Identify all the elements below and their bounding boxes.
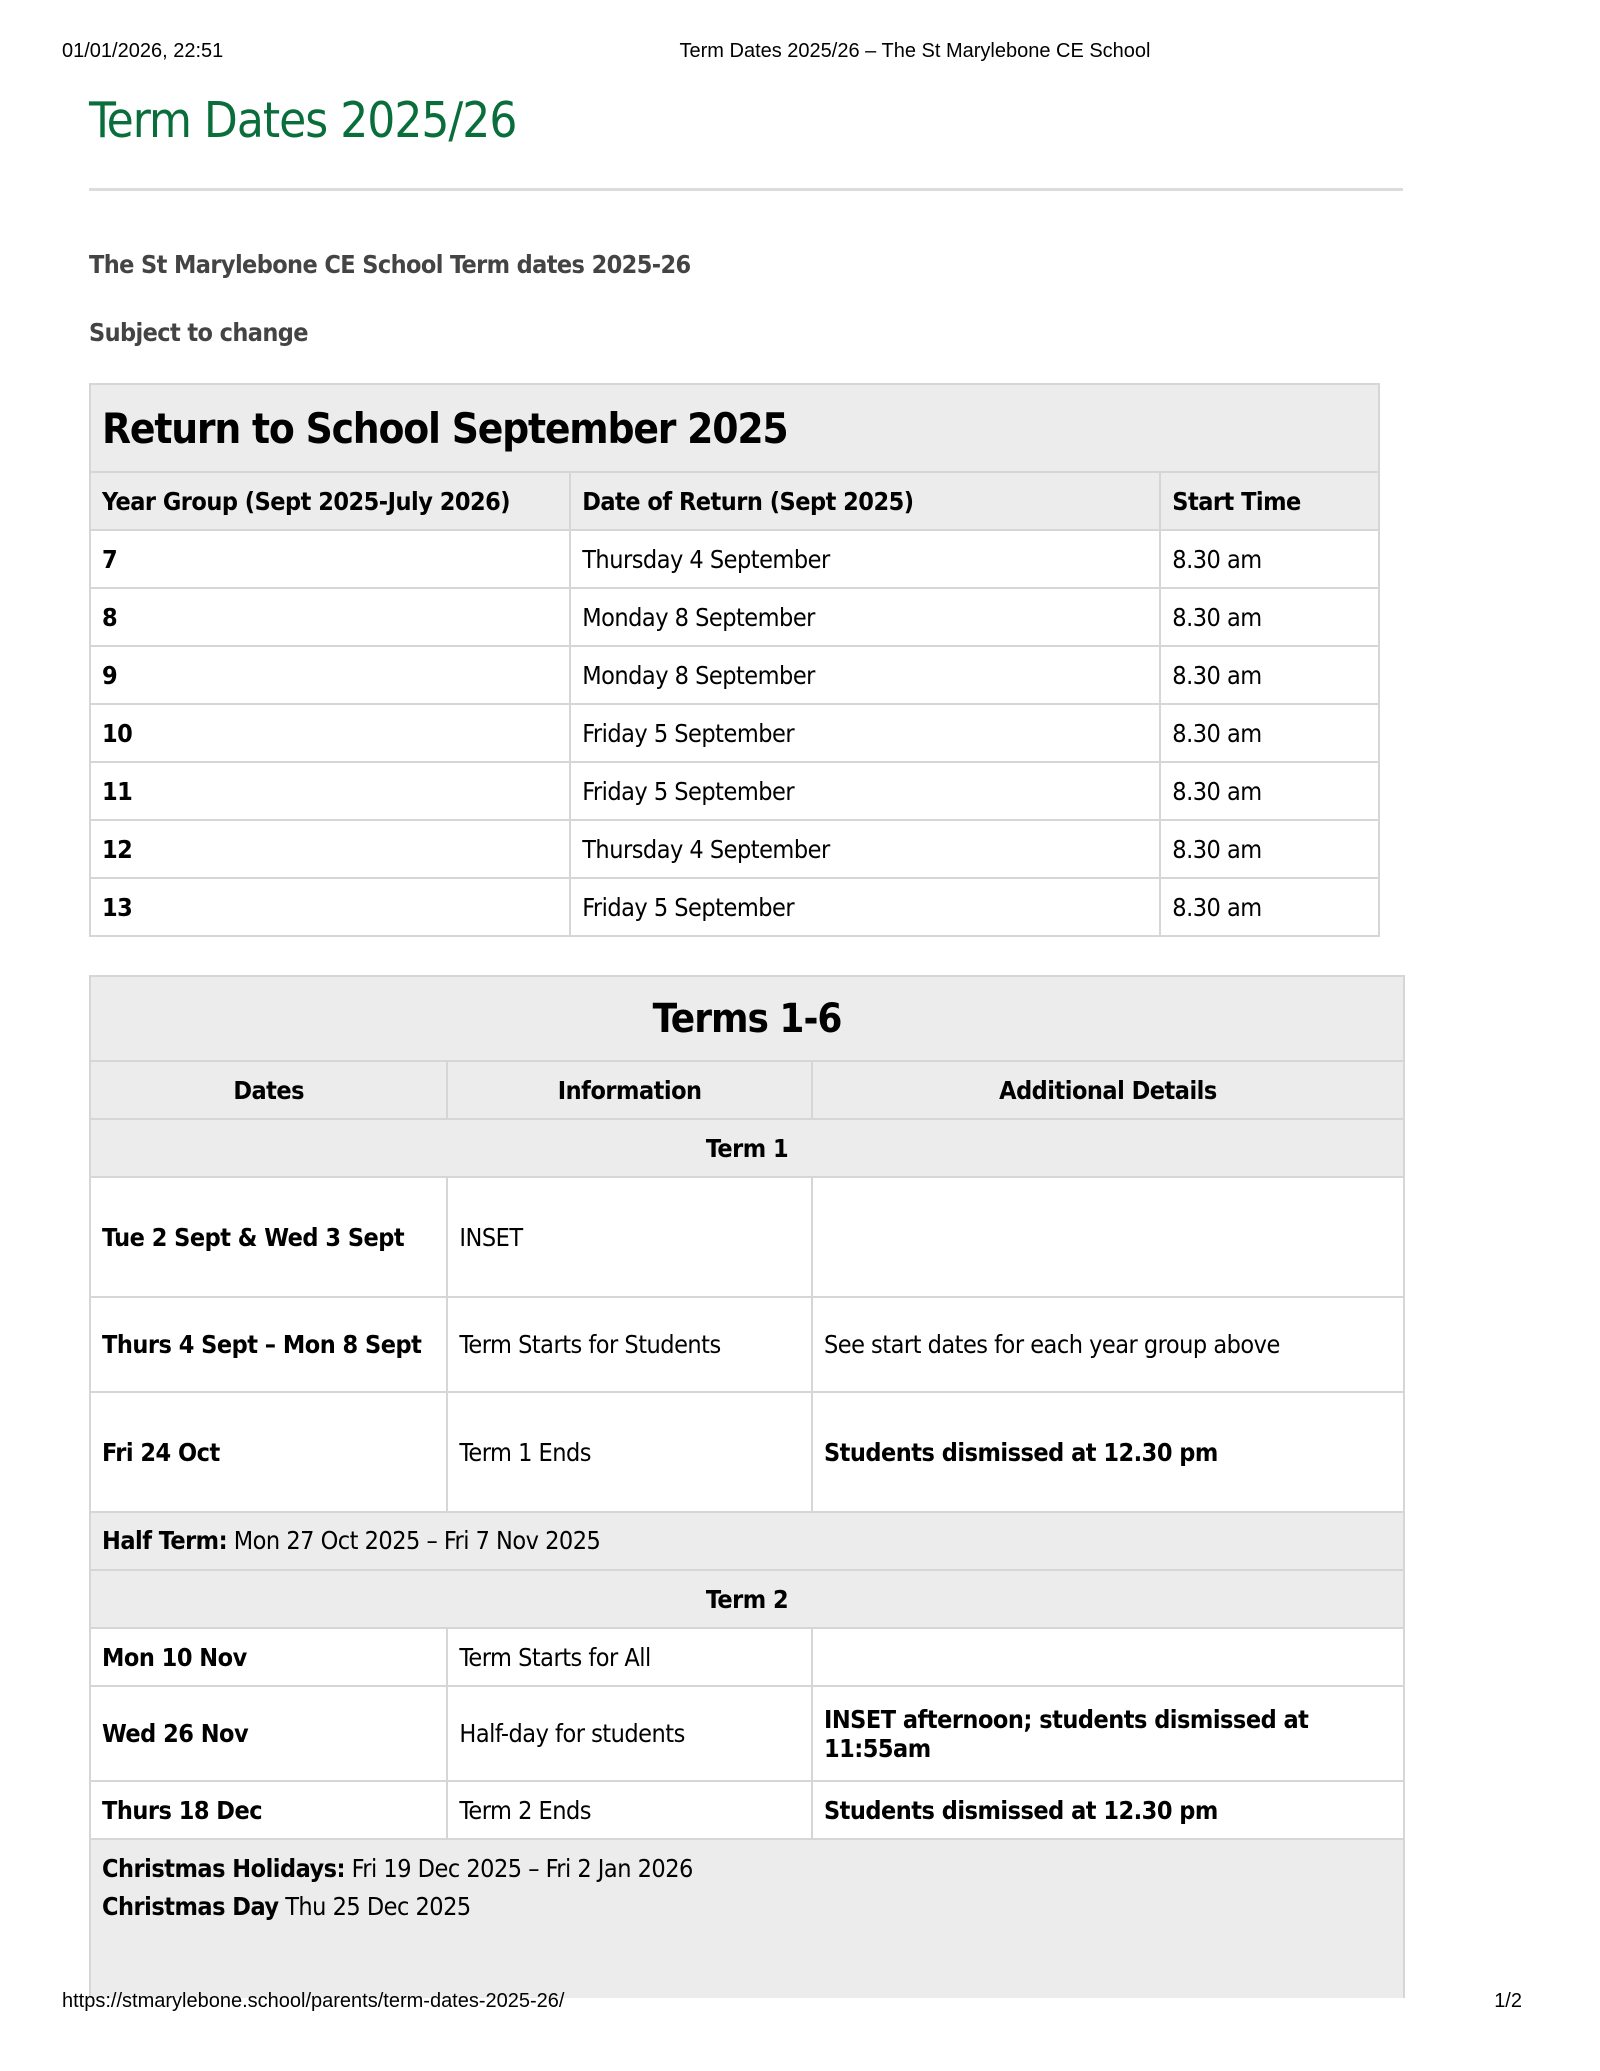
- table-row: [90, 530, 1379, 588]
- header-dates: Dates: [90, 1061, 447, 1119]
- table-title-row: [90, 976, 1404, 1061]
- return-date-cell: Thursday 4 September: [570, 820, 1160, 878]
- table-row: [90, 1297, 1404, 1392]
- header-start-time: Start Time: [1160, 472, 1379, 530]
- return-date-cell: Thursday 4 September: [570, 530, 1160, 588]
- details-cell: [812, 1628, 1404, 1686]
- term-2-heading-row: [90, 1570, 1404, 1628]
- half-term-dates: Mon 27 Oct 2025 – Fri 7 Nov 2025: [227, 1526, 601, 1555]
- half-term-label: Half Term:: [102, 1526, 228, 1555]
- details-cell: [812, 1177, 1404, 1297]
- table-header-row: [90, 1061, 1404, 1119]
- info-cell: Term 2 Ends: [447, 1781, 812, 1839]
- year-group-cell: 13: [90, 878, 570, 936]
- start-time-cell: 8.30 am: [1160, 530, 1379, 588]
- return-table-title: Return to School September 2025: [90, 384, 1379, 472]
- print-page-number: 1/2: [1494, 1990, 1522, 2012]
- half-term-cell: [90, 1512, 1404, 1570]
- christmas-cell: [90, 1839, 1404, 1998]
- details-cell: INSET afternoon; students dismissed at 11:55am: [812, 1686, 1404, 1781]
- table-header-row: [90, 472, 1379, 530]
- header-date-of-return: Date of Return (Sept 2025): [570, 472, 1160, 530]
- return-date-cell: Friday 5 September: [570, 762, 1160, 820]
- year-group-cell: 12: [90, 820, 570, 878]
- return-date-cell: Friday 5 September: [570, 878, 1160, 936]
- title-divider: [89, 188, 1403, 191]
- date-cell: Tue 2 Sept & Wed 3 Sept: [90, 1177, 447, 1297]
- year-group-cell: 11: [90, 762, 570, 820]
- return-to-school-table: [89, 383, 1380, 937]
- year-group-cell: 7: [90, 530, 570, 588]
- details-cell: Students dismissed at 12.30 pm: [812, 1392, 1404, 1512]
- header-additional-details: Additional Details: [812, 1061, 1404, 1119]
- christmas-day-line: [102, 1888, 1392, 1926]
- table-row: [90, 1686, 1404, 1781]
- year-group-cell: 10: [90, 704, 570, 762]
- info-cell: Term Starts for All: [447, 1628, 812, 1686]
- half-term-row: [90, 1512, 1404, 1570]
- header-year-group: Year Group (Sept 2025-July 2026): [90, 472, 570, 530]
- term-1-heading: Term 1: [90, 1119, 1404, 1177]
- christmas-holidays-line: [102, 1850, 1392, 1888]
- info-cell: Half-day for students: [447, 1686, 812, 1781]
- print-doc-title: Term Dates 2025/26 – The St Marylebone CE School: [679, 40, 1151, 62]
- table-row: [90, 646, 1379, 704]
- christmas-day-label: Christmas Day: [102, 1892, 279, 1921]
- print-datetime: 01/01/2026, 22:51: [62, 40, 224, 62]
- start-time-cell: 8.30 am: [1160, 878, 1379, 936]
- date-cell: Mon 10 Nov: [90, 1628, 447, 1686]
- start-time-cell: 8.30 am: [1160, 646, 1379, 704]
- return-date-cell: Monday 8 September: [570, 588, 1160, 646]
- table-title-row: [90, 384, 1379, 472]
- table-row: [90, 762, 1379, 820]
- date-cell: Wed 26 Nov: [90, 1686, 447, 1781]
- start-time-cell: 8.30 am: [1160, 704, 1379, 762]
- table-row: [90, 1392, 1404, 1512]
- christmas-row: [90, 1839, 1404, 1998]
- start-time-cell: 8.30 am: [1160, 820, 1379, 878]
- christmas-holidays-label: Christmas Holidays:: [102, 1854, 346, 1883]
- terms-table-title: Terms 1-6: [90, 976, 1404, 1061]
- christmas-day-date: Thu 25 Dec 2025: [278, 1892, 471, 1921]
- print-url: https://stmarylebone.school/parents/term-dates-2025-26/: [62, 1990, 565, 2012]
- christmas-holidays-dates: Fri 19 Dec 2025 – Fri 2 Jan 2026: [345, 1854, 693, 1883]
- page-title: Term Dates 2025/26: [89, 92, 517, 149]
- info-cell: INSET: [447, 1177, 812, 1297]
- date-cell: Fri 24 Oct: [90, 1392, 447, 1512]
- page-subtitle: The St Marylebone CE School Term dates 2025-26: [89, 250, 691, 279]
- details-cell: Students dismissed at 12.30 pm: [812, 1781, 1404, 1839]
- change-note: Subject to change: [89, 318, 308, 347]
- info-cell: Term 1 Ends: [447, 1392, 812, 1512]
- terms-table: [89, 975, 1405, 1998]
- details-cell: See start dates for each year group above: [812, 1297, 1404, 1392]
- start-time-cell: 8.30 am: [1160, 762, 1379, 820]
- table-row: [90, 1628, 1404, 1686]
- date-cell: Thurs 18 Dec: [90, 1781, 447, 1839]
- table-row: [90, 588, 1379, 646]
- info-cell: Term Starts for Students: [447, 1297, 812, 1392]
- return-date-cell: Friday 5 September: [570, 704, 1160, 762]
- table-row: [90, 820, 1379, 878]
- term-2-heading: Term 2: [90, 1570, 1404, 1628]
- term-1-heading-row: [90, 1119, 1404, 1177]
- table-row: [90, 1177, 1404, 1297]
- header-information: Information: [447, 1061, 812, 1119]
- return-date-cell: Monday 8 September: [570, 646, 1160, 704]
- start-time-cell: 8.30 am: [1160, 588, 1379, 646]
- table-row: [90, 704, 1379, 762]
- date-cell: Thurs 4 Sept – Mon 8 Sept: [90, 1297, 447, 1392]
- table-row: [90, 878, 1379, 936]
- year-group-cell: 8: [90, 588, 570, 646]
- table-row: [90, 1781, 1404, 1839]
- year-group-cell: 9: [90, 646, 570, 704]
